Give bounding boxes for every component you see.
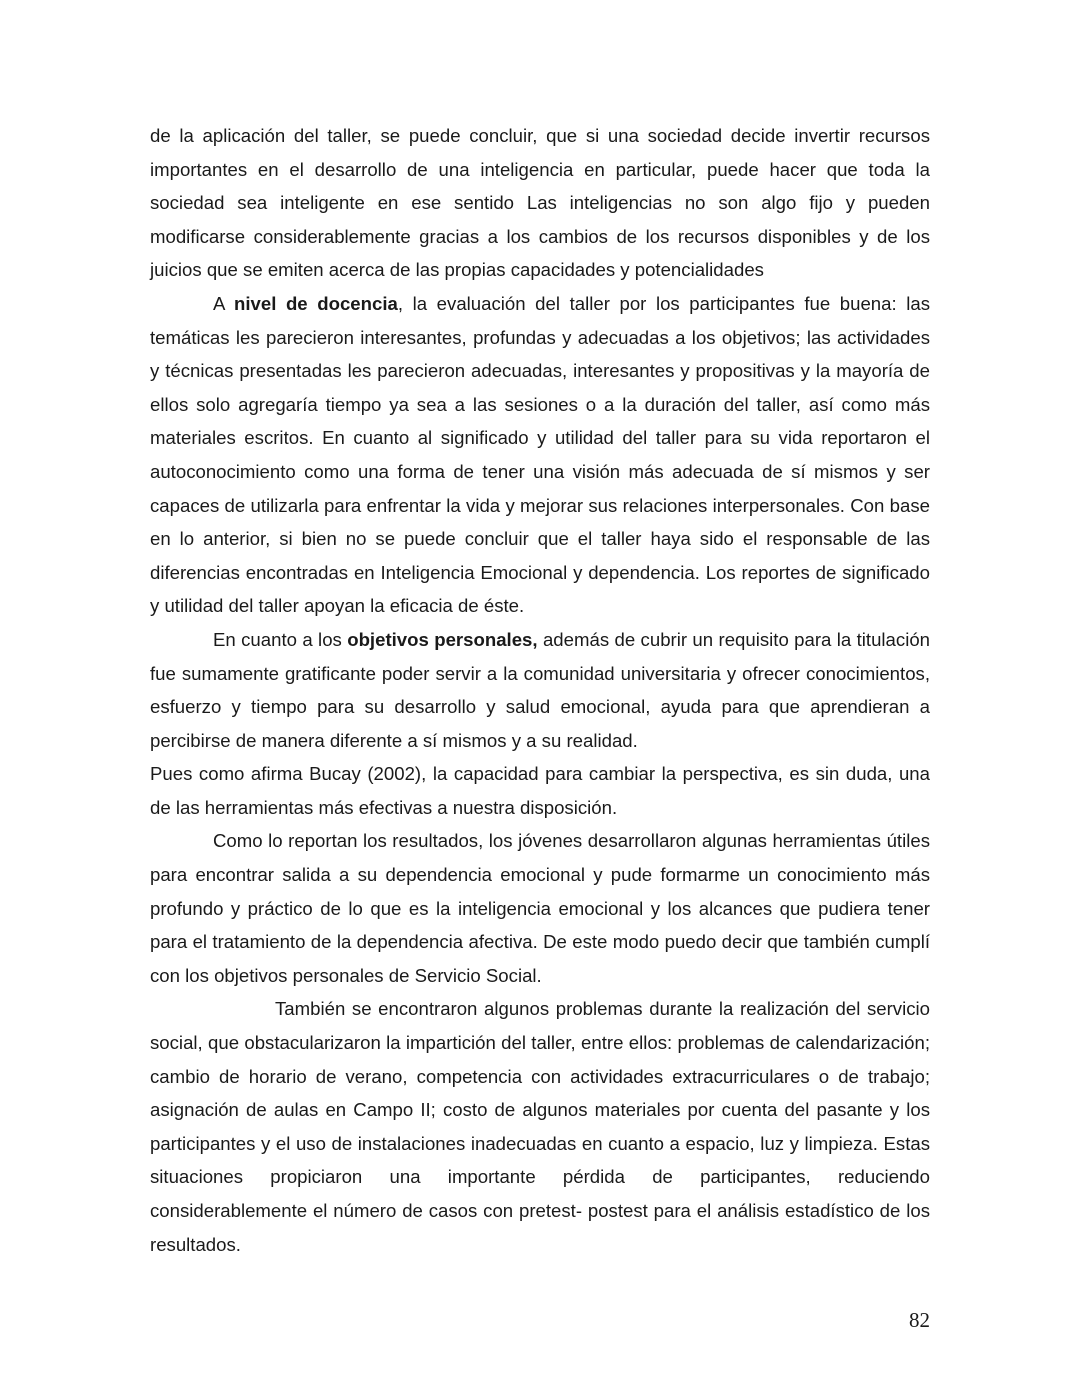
paragraph-docencia <box>150 287 930 623</box>
bold-term-objetivos-personales: objetivos personales, <box>347 628 538 650</box>
paragraph-prefix: A <box>213 292 234 314</box>
paragraph-resultados: Como lo reportan los resultados, los jóvenes desarrollaron algunas herramientas útiles para encontrar salida a su dependencia emocional y pude formarme un conocimiento más profundo y práctico de lo que es la inteligencia emocional y los alcances que pudiera tener para el tratamiento de la dependencia afectiva. De este modo puedo decir que también cumplí con los objetivos personales de Servicio Social. <box>150 830 930 986</box>
document-body <box>150 119 930 1261</box>
paragraph-prefix: En cuanto a los <box>213 628 348 650</box>
paragraph-text: , la evaluación del taller por los participantes fue buena: las temáticas les parecieron interesantes, profundas y adecuadas a los objetivos; las actividades y técnicas presentadas les parecieron adecuadas, interesantes y propositivas y la mayoría de ellos solo agregaría tiempo ya sea a las sesiones o a la duración del taller, así como más materiales escritos. En cuanto al significado y utilidad del taller para su vida reportaron el autoconocimiento como una forma de tener una visión más adecuada de sí mismos y ser capaces de utilizarla para enfrentar la vida y mejorar sus relaciones interpersonales. Con base en lo anterior, si bien no se puede concluir que el taller haya sido el responsable de las diferencias encontradas en Inteligencia Emocional y dependencia. Los reportes de significado y utilidad del taller apoyan la eficacia de éste. <box>150 292 931 617</box>
paragraph-problemas: También se encontraron algunos problemas durante la realización del servicio social, que obstacularizaron la impartición del taller, entre ellos: problemas de calendarización; cambio de horario de verano, competencia con actividades extracurriculares o de trabajo; asignación de aulas en Campo II; costo de algunos materiales por cuenta del pasante y los participantes y el uso de instalaciones inadecuadas en cuanto a espacio, luz y limpieza. Estas situaciones propiciaron una importante pérdida de participantes, reduciendo considerablemente el número de casos con pretest- postest para el análisis estadístico de los resultados. <box>150 998 930 1255</box>
paragraph-text: además de cubrir un requisito para la titulación fue sumamente gratificante poder servir a la comunidad universitaria y ofrecer conocimientos, esfuerzo y tiempo para su desarrollo y salud emocional, ayuda para que aprendieran a percibirse de manera diferente a sí mismos y a su realidad. <box>150 628 931 751</box>
paragraph-objetivos-personales <box>150 623 930 757</box>
paragraph-conclusion: de la aplicación del taller, se puede concluir, que si una sociedad decide invertir recursos importantes en el desarrollo de una inteligencia en particular, puede hacer que toda la sociedad sea inteligente en ese sentido Las inteligencias no son algo fijo y pueden modificarse considerablemente gracias a los cambios de los recursos disponibles y de los juicios que se emiten acerca de las propias capacidades y potencialidades <box>150 125 930 281</box>
bold-term-nivel-de-docencia: nivel de docencia <box>233 292 398 314</box>
page-number: 82 <box>909 1308 930 1332</box>
paragraph-bucay-quote: Pues como afirma Bucay (2002), la capacidad para cambiar la perspectiva, es sin duda, una de las herramientas más efectivas a nuestra disposición. <box>150 763 930 818</box>
